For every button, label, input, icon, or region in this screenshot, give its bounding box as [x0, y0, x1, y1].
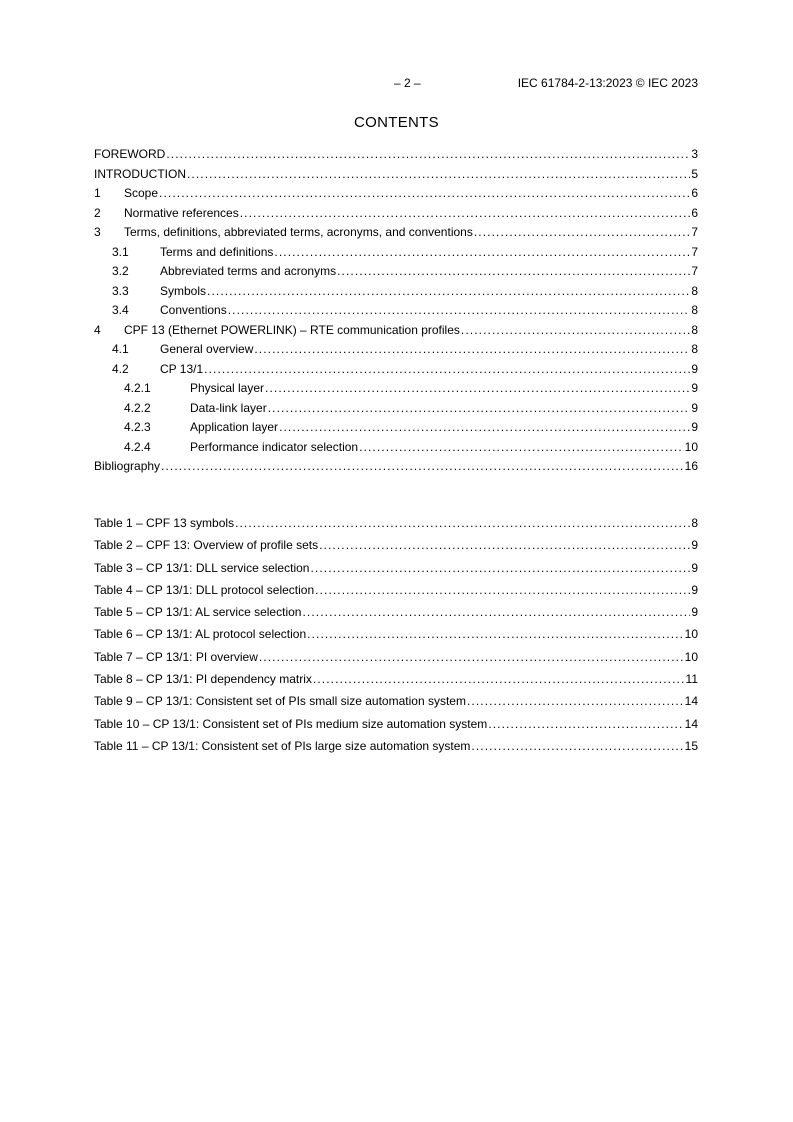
- table-entry-11[interactable]: [94, 735, 698, 757]
- table-entry-7[interactable]: [94, 646, 698, 668]
- toc-entry-page: 5: [691, 166, 698, 181]
- toc-entry-label: General overview: [160, 342, 254, 356]
- toc-entry-label: INTRODUCTION: [94, 166, 186, 181]
- toc-entry-normative-references[interactable]: [94, 204, 698, 224]
- table-entry-label: Table 11 – CP 13/1: Consistent set of PIs large size automation system: [94, 738, 471, 753]
- toc-entry-introduction[interactable]: [94, 165, 698, 185]
- toc-entry-4-1[interactable]: [94, 340, 698, 360]
- dot-leader: [315, 579, 690, 601]
- dot-leader: [310, 557, 690, 579]
- toc-entry-number: 1: [94, 186, 101, 200]
- toc-entry-page: 9: [691, 381, 698, 395]
- dot-leader: [471, 735, 683, 757]
- page-title: CONTENTS: [354, 114, 439, 131]
- dot-leader: [161, 457, 684, 477]
- table-entry-page: 10: [684, 649, 698, 664]
- table-entry-page: 8: [691, 516, 698, 530]
- table-entry-label: Table 3 – CP 13/1: DLL service selection: [94, 560, 310, 575]
- dot-leader: [228, 301, 691, 321]
- toc-entry-label: Data-link layer: [190, 400, 267, 415]
- toc-entry-page: 16: [684, 459, 698, 473]
- list-of-tables: [94, 512, 698, 757]
- table-entry-page: 9: [691, 582, 698, 597]
- toc-entry-label: Terms, definitions, abbreviated terms, acronyms, and conventions: [124, 225, 473, 239]
- toc-entry-3-2[interactable]: [94, 262, 698, 282]
- toc-entry-page: 8: [691, 283, 698, 298]
- toc-entry-page: 7: [691, 264, 698, 278]
- toc-entry-number: 4.2: [112, 361, 129, 376]
- table-entry-4[interactable]: [94, 579, 698, 601]
- table-entry-page: 9: [691, 605, 698, 620]
- toc-entry-label: Normative references: [124, 205, 239, 220]
- table-entry-5[interactable]: [94, 601, 698, 623]
- dot-leader: [337, 262, 690, 282]
- toc-entry-page: 3: [691, 147, 698, 161]
- dot-leader: [319, 534, 690, 556]
- toc-entry-3-4[interactable]: [94, 301, 698, 321]
- toc-entry-number: 3.1: [112, 244, 129, 259]
- table-entry-page: 11: [685, 672, 698, 687]
- toc-entry-page: 8: [691, 322, 698, 337]
- toc-entry-foreword[interactable]: [94, 145, 698, 165]
- toc-entry-label: Symbols: [160, 283, 207, 298]
- toc-entry-number: 4.2.4: [124, 439, 151, 454]
- table-entry-page: 9: [691, 560, 698, 575]
- table-entry-page: 14: [684, 694, 698, 709]
- toc-entry-page: 8: [691, 342, 698, 356]
- dot-leader: [187, 165, 690, 185]
- table-entry-page: 9: [691, 538, 698, 553]
- toc-entry-label: FOREWORD: [94, 147, 166, 161]
- toc-entry-4-2-2[interactable]: [94, 399, 698, 419]
- table-entry-3[interactable]: [94, 557, 698, 579]
- toc-entry-4-2[interactable]: [94, 360, 698, 380]
- toc-entry-page: 6: [691, 205, 698, 220]
- page-header: [94, 76, 698, 92]
- table-entry-label: Table 9 – CP 13/1: Consistent set of PIs small size automation system: [94, 694, 466, 709]
- page-number: – 2 –: [394, 76, 421, 90]
- dot-leader: [359, 438, 684, 458]
- dot-leader: [313, 668, 685, 690]
- toc-entry-bibliography[interactable]: [94, 457, 698, 477]
- dot-leader: [235, 512, 690, 534]
- table-entry-label: Table 8 – CP 13/1: PI dependency matrix: [94, 672, 312, 687]
- table-entry-label: Table 4 – CP 13/1: DLL protocol selection: [94, 582, 315, 597]
- toc-entry-label: CP 13/1: [160, 361, 204, 376]
- toc-entry-4-2-3[interactable]: [94, 418, 698, 438]
- table-of-contents: [94, 145, 698, 477]
- dot-leader: [488, 713, 683, 735]
- dot-leader: [279, 418, 690, 438]
- toc-entry-label: Conventions: [160, 303, 227, 317]
- toc-entry-number: 4: [94, 322, 101, 337]
- toc-entry-terms-definitions[interactable]: [94, 223, 698, 243]
- toc-entry-page: 9: [691, 420, 698, 434]
- toc-entry-scope[interactable]: [94, 184, 698, 204]
- dot-leader: [265, 379, 690, 399]
- toc-entry-number: 4.2.2: [124, 400, 151, 415]
- table-entry-2[interactable]: [94, 534, 698, 556]
- table-entry-page: 15: [684, 738, 698, 753]
- dot-leader: [467, 690, 684, 712]
- toc-entry-label: CPF 13 (Ethernet POWERLINK) – RTE communication profiles: [124, 322, 460, 337]
- dot-leader: [240, 204, 691, 224]
- toc-entry-label: Performance indicator selection: [190, 439, 359, 454]
- toc-entry-number: 3.4: [112, 303, 129, 317]
- dot-leader: [254, 340, 690, 360]
- toc-entry-page: 8: [691, 303, 698, 317]
- toc-entry-number: 2: [94, 205, 101, 220]
- table-entry-1[interactable]: [94, 512, 698, 534]
- dot-leader: [166, 145, 690, 165]
- table-entry-9[interactable]: [94, 690, 698, 712]
- table-entry-page: 14: [684, 716, 698, 731]
- toc-entry-page: 7: [691, 244, 698, 259]
- toc-entry-3-3[interactable]: [94, 282, 698, 302]
- toc-entry-number: 3.3: [112, 283, 129, 298]
- toc-entry-number: 4.2.1: [124, 381, 151, 395]
- dot-leader: [204, 360, 690, 380]
- dot-leader: [274, 243, 690, 263]
- table-entry-8[interactable]: [94, 668, 698, 690]
- table-entry-label: Table 6 – CP 13/1: AL protocol selection: [94, 627, 307, 642]
- dot-leader: [307, 623, 684, 645]
- toc-entry-3-1[interactable]: [94, 243, 698, 263]
- toc-entry-page: 7: [691, 225, 698, 239]
- toc-entry-label: Terms and definitions: [160, 244, 274, 259]
- toc-entry-label: Physical layer: [190, 381, 265, 395]
- toc-entry-page: 9: [691, 361, 698, 376]
- dot-leader: [268, 399, 691, 419]
- dot-leader: [159, 184, 690, 204]
- dot-leader: [474, 223, 690, 243]
- toc-entry-page: 9: [691, 400, 698, 415]
- table-entry-label: Table 5 – CP 13/1: AL service selection: [94, 605, 302, 620]
- table-entry-label: Table 2 – CPF 13: Overview of profile sets: [94, 538, 319, 553]
- table-entry-label: Table 1 – CPF 13 symbols: [94, 516, 235, 530]
- toc-entry-cpf13[interactable]: [94, 321, 698, 341]
- table-entry-10[interactable]: [94, 713, 698, 735]
- toc-entry-number: 3.2: [112, 264, 129, 278]
- toc-entry-number: 3: [94, 225, 101, 239]
- table-entry-label: Table 10 – CP 13/1: Consistent set of PIs medium size automation system: [94, 716, 488, 731]
- toc-entry-number: 4.1: [112, 342, 129, 356]
- standard-identifier: IEC 61784-2-13:2023 © IEC 2023: [517, 76, 698, 90]
- table-entry-label: Table 7 – CP 13/1: PI overview: [94, 649, 258, 664]
- toc-entry-page: 10: [684, 439, 698, 454]
- toc-entry-4-2-1[interactable]: [94, 379, 698, 399]
- dot-leader: [302, 601, 690, 623]
- toc-entry-label: Bibliography: [94, 459, 161, 473]
- toc-entry-4-2-4[interactable]: [94, 438, 698, 458]
- table-entry-6[interactable]: [94, 623, 698, 645]
- table-entry-page: 10: [684, 627, 698, 642]
- dot-leader: [461, 321, 690, 341]
- toc-entry-label: Application layer: [190, 420, 279, 434]
- dot-leader: [207, 282, 690, 302]
- toc-entry-label: Abbreviated terms and acronyms: [160, 264, 337, 278]
- dot-leader: [259, 646, 684, 668]
- toc-entry-page: 6: [691, 186, 698, 200]
- toc-entry-number: 4.2.3: [124, 420, 151, 434]
- toc-entry-label: Scope: [124, 186, 159, 200]
